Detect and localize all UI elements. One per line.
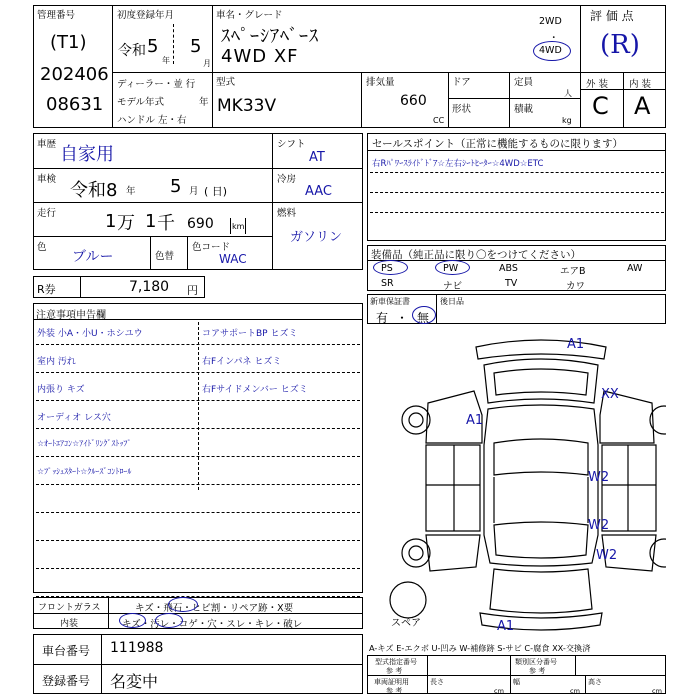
interior-label: 内装 bbox=[60, 619, 79, 629]
length-unit: cm bbox=[494, 687, 504, 695]
width-label: 幅 bbox=[513, 678, 520, 686]
equip-pw: PW bbox=[443, 263, 459, 274]
car-damage-diagram bbox=[366, 325, 666, 637]
note-row-1-right: コアサポートBP ヒズミ bbox=[202, 329, 298, 339]
shift-value: AT bbox=[309, 150, 325, 165]
note-row-1-left: 外装 小A・小U・ホシユウ bbox=[37, 329, 143, 339]
damage-legend: A-キズ E-エクボ U-凹み W-補修跡 S-サビ C-腐食 XX-交換済 bbox=[369, 643, 591, 653]
drive-4wd-circle bbox=[533, 41, 571, 61]
inspection-month: 5 bbox=[170, 176, 182, 197]
note-dashed-line bbox=[36, 512, 360, 513]
header-frame bbox=[33, 5, 666, 128]
recycle-frame bbox=[33, 276, 205, 298]
mileage-label: 走行 bbox=[37, 208, 57, 219]
mgmt-label: 管理番号 bbox=[37, 10, 76, 21]
notes-label: 注意事項申告欄 bbox=[36, 310, 106, 321]
damage-mark-front-bumper: A1 bbox=[567, 337, 585, 352]
model-year-label: モデル年式 bbox=[117, 97, 165, 108]
history-label: 車歴 bbox=[37, 139, 57, 150]
first-reg-year: 5 bbox=[147, 36, 159, 57]
damage-mark-right-rear-door: W2 bbox=[588, 518, 610, 533]
mileage-man: 1 bbox=[105, 211, 117, 232]
front-glass-label: フロントガラス bbox=[38, 603, 101, 613]
load-unit: kg bbox=[562, 116, 572, 125]
fuel-value: ガソリン bbox=[290, 230, 343, 245]
displacement-unit: CC bbox=[433, 116, 445, 125]
equip-leather: カワ bbox=[566, 281, 586, 292]
model-year-unit: 年 bbox=[199, 97, 209, 108]
first-reg-label: 初度登録年月 bbox=[117, 10, 175, 21]
damage-mark-right-rear: W2 bbox=[596, 548, 618, 563]
damage-mark-rear-bumper: A1 bbox=[497, 619, 515, 634]
mileage-rest: 690 bbox=[187, 216, 214, 232]
equipment-label: 装備品（純正品に限り〇をつけてください） bbox=[371, 249, 581, 261]
score-value: (R) bbox=[600, 30, 640, 60]
history-value: 自家用 bbox=[60, 144, 114, 165]
warranty-label: 新車保証書 bbox=[370, 297, 410, 306]
fuel-label: 燃料 bbox=[277, 208, 297, 219]
warranty-yes: 有 bbox=[376, 311, 389, 325]
chassis-label: 車台番号 bbox=[42, 644, 91, 658]
displacement-label: 排気量 bbox=[366, 77, 395, 88]
recycle-value: 7,180 bbox=[129, 279, 170, 295]
int-label: 内 装 bbox=[629, 79, 652, 90]
interior-scratch-circle bbox=[119, 613, 146, 628]
name-grade-label: 車名・グレード bbox=[216, 10, 283, 21]
inspection-label: 車検 bbox=[37, 174, 57, 185]
mgmt-number-2: 08631 bbox=[46, 94, 104, 115]
ext-label: 外 装 bbox=[586, 79, 609, 90]
ac-value: AAC bbox=[305, 184, 332, 199]
equip-pw-circle bbox=[435, 260, 470, 275]
note-dashed-line bbox=[36, 568, 360, 569]
first-reg-month: 5 bbox=[190, 36, 202, 57]
equip-ps-circle bbox=[373, 260, 408, 275]
equip-sr: SR bbox=[381, 278, 394, 289]
front-glass-chip-circle bbox=[168, 597, 198, 612]
recycle-unit: 円 bbox=[187, 284, 198, 297]
dealer-label: ディーラー・並 行 bbox=[117, 79, 196, 90]
equip-airbag: エアB bbox=[560, 266, 586, 277]
type-label: 型式 bbox=[216, 77, 236, 88]
note-row-6-left: ☆ﾌﾟｯｼｭｽﾀｰﾄ☆ｸﾙｰｽﾞｺﾝﾄﾛｰﾙ bbox=[37, 467, 132, 476]
equip-aw: AW bbox=[627, 263, 643, 274]
color-change-label: 色替 bbox=[155, 251, 175, 262]
color-value: ブルー bbox=[72, 249, 114, 265]
drive-4wd: 4WD bbox=[539, 45, 562, 56]
category-ref: 参 考 bbox=[529, 667, 546, 675]
inspection-month-unit: 月 bbox=[189, 186, 199, 197]
load-label: 積載 bbox=[514, 104, 534, 115]
capacity-label: 定員 bbox=[514, 77, 534, 88]
equip-ps: PS bbox=[381, 263, 393, 274]
handle-label: ハンドル 左・右 bbox=[117, 115, 187, 126]
color-code-value: WAC bbox=[219, 252, 247, 266]
first-reg-month-unit: 月 bbox=[203, 59, 211, 68]
recycle-label: R券 bbox=[37, 283, 56, 296]
equip-tv: TV bbox=[505, 278, 518, 289]
cert-ref: 参 考 bbox=[386, 687, 403, 695]
note-row-3-right: 右Fサイドメンバー ヒズミ bbox=[202, 385, 308, 395]
inspection-day: ( 日) bbox=[204, 185, 228, 198]
warranty-frame bbox=[367, 294, 666, 324]
warranty-no: 無 bbox=[417, 311, 430, 325]
note-row-2-right: 右Fインパネ ヒズミ bbox=[202, 357, 282, 367]
damage-mark-right-door: W2 bbox=[588, 470, 610, 485]
first-reg-year-unit: 年 bbox=[162, 56, 170, 65]
height-label: 高さ bbox=[588, 678, 602, 686]
warranty-dot: ・ bbox=[396, 311, 409, 325]
damage-mark-right-front: XX bbox=[601, 387, 619, 402]
note-center-divider bbox=[198, 322, 199, 490]
capacity-unit: 人 bbox=[564, 89, 572, 98]
reg-label: 登録番号 bbox=[42, 674, 91, 688]
width-unit: cm bbox=[570, 687, 580, 695]
chassis-value: 111988 bbox=[110, 640, 164, 656]
shift-label: シフト bbox=[277, 139, 306, 150]
car-grade: 4WD XF bbox=[221, 46, 299, 67]
note-row-2-left: 室内 汚れ bbox=[37, 357, 76, 367]
first-reg-era: 令和 bbox=[118, 43, 146, 59]
reg-value: 名変中 bbox=[110, 672, 159, 691]
note-dashed-line bbox=[36, 540, 360, 541]
type-designation-ref: 参 考 bbox=[386, 667, 403, 675]
mileage-unit: km bbox=[232, 222, 245, 231]
shape-label: 形状 bbox=[452, 104, 472, 115]
category-label: 類別区分番号 bbox=[515, 658, 557, 666]
door-label: ドア bbox=[452, 77, 471, 88]
color-code-label: 色コード bbox=[192, 242, 231, 253]
equip-navi: ナビ bbox=[443, 281, 463, 292]
mgmt-number-1: 202406 bbox=[40, 64, 109, 85]
ac-label: 冷房 bbox=[277, 174, 297, 185]
sales-points-label: セールスポイント（正常に機能するものに限ります） bbox=[372, 138, 624, 150]
int-score: A bbox=[634, 92, 651, 120]
interior-options: キズ・汚レ・コゲ・穴・スレ・キレ・破レ bbox=[122, 619, 303, 630]
later-items-label: 後日品 bbox=[440, 297, 464, 306]
damage-mark-left-front: A1 bbox=[466, 413, 484, 428]
score-label: 評 価 点 bbox=[590, 9, 634, 23]
equip-abs: ABS bbox=[499, 263, 518, 274]
note-row-3-left: 内張り キズ bbox=[37, 385, 85, 395]
ext-score: C bbox=[592, 92, 609, 120]
warranty-no-circle bbox=[412, 306, 436, 324]
mileage-sen-unit: 千 bbox=[157, 213, 175, 234]
inspection-era: 令和8 bbox=[70, 180, 118, 201]
spare-tire-label: スペア bbox=[391, 618, 421, 629]
type-value: MK33V bbox=[217, 96, 277, 116]
inspection-year-unit: 年 bbox=[126, 186, 136, 197]
note-row-5-left: ☆ｵｰﾄｴｱｺﾝ☆ｱｲﾄﾞﾘﾝｸﾞｽﾄｯﾌﾟ bbox=[37, 439, 132, 448]
length-label: 長さ bbox=[430, 678, 444, 686]
displacement-value: 660 bbox=[400, 93, 427, 109]
front-glass-options: キズ・飛石・ヒビ割・リペア跡・X要 bbox=[135, 603, 294, 614]
sales-points-line-1: 右Rﾊﾟﾜｰｽﾗｲﾄﾞﾄﾞｱ☆左右ｼｰﾄﾋｰﾀｰ☆4WD☆ETC bbox=[372, 159, 544, 169]
mileage-sen: 1 bbox=[145, 211, 157, 232]
interior-dirt-circle bbox=[155, 613, 183, 628]
drive-2wd: 2WD bbox=[539, 16, 562, 27]
mileage-man-unit: 万 bbox=[117, 213, 135, 234]
mgmt-prefix: (T1) bbox=[50, 32, 87, 53]
height-unit: cm bbox=[652, 687, 662, 695]
note-row-4-left: オーディオ レス穴 bbox=[37, 413, 111, 423]
drive-dot: ・ bbox=[549, 33, 559, 44]
car-name: ｽﾍﾟｰｼｱﾍﾞｰｽ bbox=[221, 26, 319, 47]
type-designation-label: 型式指定番号 bbox=[375, 658, 417, 666]
cert-label: 車両証明用 bbox=[374, 678, 409, 686]
color-label: 色 bbox=[37, 242, 47, 253]
